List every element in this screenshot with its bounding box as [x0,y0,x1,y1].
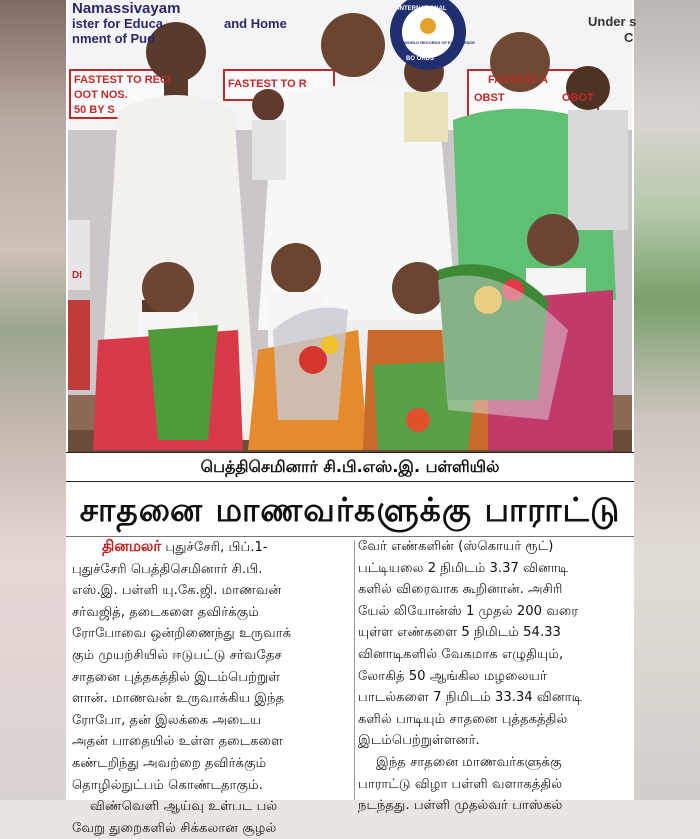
article-column-1 [72,536,350,839]
banner-3-line-2: OBST [474,92,505,104]
body-line: புதுச்சேரி பெத்திசெமினார் சி.பி. [72,561,263,577]
article-headline: சாதனை மாணவர்களுக்கு பாராட்டு [66,484,634,537]
body-line: ரோபோவை ஒன்றிணைந்து உருவாக் [72,626,292,642]
body-line: வினாடிகளில் வேகமாக எழுதியும், [358,646,564,662]
article-column-2 [358,536,630,817]
event-photo [68,0,637,452]
logo-inner-text: WORLD RECORDS OF EXCELLENCE [404,40,475,45]
body-line: சாதனை புத்தகத்தில் இடம்பெற்றுள் [72,669,281,685]
dateline: புதுச்சேரி, பிப்.1- [165,540,268,555]
body-line: யுள்ள எண்களை 5 நிமிடம் 54.33 [358,625,561,641]
body-line: கண்டறிந்து அவற்றை தவிர்க்கும் [72,755,267,771]
backdrop-name-text: Namassivayam [72,0,181,17]
body-line: ரோபோ, தன் இலக்கை அடைய [72,712,262,728]
body-line: இந்த சாதனை மாணவர்களுக்கு [376,754,562,770]
body-line: சர்வஜித், தடைகளை தவிர்க்கும் [72,604,259,620]
logo-ring-text: INTERNATIONAL [398,6,447,12]
backdrop-role-text: ister for Educa [72,16,164,31]
backdrop-right-text-2: C [624,30,634,45]
body-line: பாடல்களை 7 நிமிடம் 33.34 வினாடி [358,690,583,706]
banner-3-line-1: FASTEST A [488,74,549,86]
blurred-left-margin [0,0,66,800]
article-subheadline: பெத்திசெமினார் சி.பி.எஸ்.இ. பள்ளியில் [66,452,634,482]
blurred-right-margin [634,0,700,800]
banner-1-line-1: FASTEST TO RECI [74,74,171,86]
body-line: வேர் எண்களின் (ஸ்கொயர் ரூட்) [358,539,554,554]
backdrop-role-text-2: and Home [224,16,287,31]
newspaper-brand: தினமலர் [102,537,162,555]
body-line: களில் பாடியும் சாதனை புத்தகத்தில் [358,711,568,727]
body-line: எஸ்.இ. பள்ளி யு.கே.ஜி. மாணவன் [72,583,282,599]
body-line: தொழில்நுட்பம் கொண்டதாகும். [72,777,263,793]
body-line: வேறு துறைகளில் சிக்கலான சூழல் [72,820,277,836]
logo-bottom-text: BO ORDS [406,56,435,62]
newspaper-clipping [66,0,637,836]
backdrop-govt-text: nment of Pud [72,31,156,46]
body-line: நடந்தது. பள்ளி முதல்வர் பாஸ்கல் [358,798,563,814]
body-line: கும் முயற்சியில் ஈடுபட்டு சர்வதேச [72,647,282,663]
body-line: பட்டியலை 2 நிமிடம் 3.37 வினாடி [358,560,569,576]
body-line: லோகித் 50 ஆங்கில மழலையர் [358,668,547,684]
body-line: இடம்பெற்றுள்ளனர். [358,733,480,749]
left-fragment-text: DI [72,270,82,281]
body-line: பாராட்டு விழா பள்ளி வளாகத்தில் [358,776,563,792]
banner-1-line-3: 50 BY S [74,104,115,116]
banner-2-line-1: FASTEST TO R [228,78,307,90]
body-line: களில் விரைவாக கூறினான். அசிரி [358,582,563,598]
body-line: விண்வெளி ஆய்வு உள்பட பல் [90,799,278,815]
banner-1-line-2: OOT NOS. [74,89,128,101]
banner-3-line-3: OBOT [562,92,594,104]
body-line: ளான். மாணவன் உருவாக்கிய இந்த [72,691,285,707]
body-line: யேல் லியோன்ஸ் 1 முதல் 200 வரை [358,603,579,619]
body-line: அதன் பாதையில் உள்ள தடைகளை [72,734,284,750]
backdrop-right-text: Under s [588,14,637,29]
column-divider [354,540,355,800]
